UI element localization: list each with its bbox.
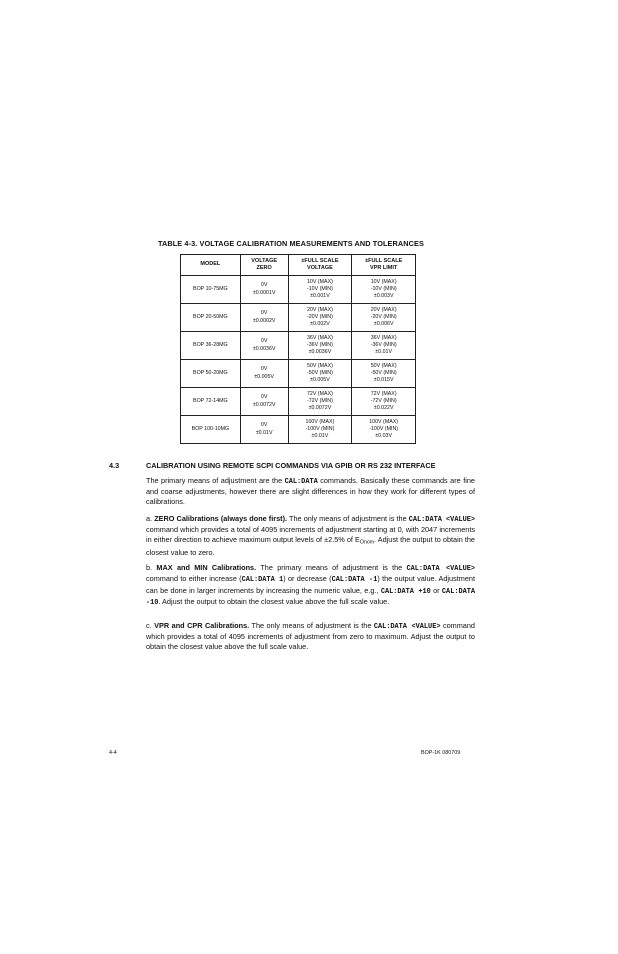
cell-line: ±0.0036V [308,349,332,356]
vpr-limit-cell [352,332,416,360]
paragraph-text: The only means of adjustment is the [249,621,374,630]
paragraph-text: a. [146,514,155,523]
cell-line: 0V [260,310,268,317]
cell-line: 72V (MAX) [306,390,333,397]
cell-line: ±0.0001V [252,289,276,296]
cell-line: 0V [260,338,268,345]
cell-line: ±0.003V [373,293,394,300]
paragraph-text: ) the output value. Adjustment can be done in larger increments by increasing the numeric value, e.g., [146,574,476,595]
cell-line: 100V (MAX) [369,418,399,425]
cell-line: ±0.0036V [252,345,276,352]
model-cell: BOP 50-20MG [181,360,241,388]
cell-line: -100V (MIN) [305,425,335,432]
zero-cell [240,416,288,444]
cell-line: ±0.0072V [308,405,332,412]
table-row [181,276,416,304]
vpr-limit-cell [352,304,416,332]
cell-line: 0V [260,282,268,289]
bold-text: VPR and CPR Calibrations. [154,621,250,630]
zero-cell [240,388,288,416]
cell-line: -10V (MIN) [370,285,397,292]
cell-line: -36V (MIN) [370,341,397,348]
cell-line: ±0.006V [373,321,394,328]
vpr-limit-cell [352,388,416,416]
cell-line: 0V [260,422,268,429]
cell-line: 72V (MAX) [370,390,397,397]
fs-voltage-cell [288,360,352,388]
table-body [181,276,416,444]
cell-line: -20V (MIN) [370,313,397,320]
model-cell: BOP 20-50MG [181,304,241,332]
cell-line: 36V (MAX) [306,334,333,341]
model-cell: BOP 72-14MG [181,388,241,416]
fs-voltage-cell [288,304,352,332]
max-min-calibration-paragraph [146,563,475,609]
table-header-cell [181,255,241,276]
command-text: CAL:DATA 1 [241,576,284,585]
cell-line: 20V (MAX) [306,306,333,313]
table-row [181,416,416,444]
zero-calibration-paragraph [146,514,475,557]
fs-voltage-cell [288,332,352,360]
paragraph-text: c. [146,621,155,630]
paragraph-text: The only means of adjustment is the [287,514,409,523]
zero-cell [240,304,288,332]
command-text: CAL:DATA <VALUE> [373,623,441,631]
table-row [181,360,416,388]
cell-line: ±FULL SCALE [301,257,339,264]
cell-line: ±0.0002V [252,317,276,324]
model-cell: BOP 36-28MG [181,332,241,360]
cell-line: 10V (MAX) [370,278,397,285]
fs-voltage-cell [288,276,352,304]
paragraph-text: The primary means of adjustment is the [256,563,407,572]
cell-line: -100V (MIN) [369,425,399,432]
page-number: 4-4 [109,750,117,756]
cell-line: ±0.03V [375,433,393,440]
paragraph-text: The primary means of adjustment are the [146,476,285,485]
cell-line: -10V (MIN) [306,285,333,292]
cell-line: ±0.0072V [252,401,276,408]
command-text: CAL:DATA -1 [331,576,378,585]
paragraph-text: or [430,585,442,595]
cell-line: ±0.01V [375,349,393,356]
cell-line: ±0.005V [254,373,274,380]
bold-text: MAX and MIN Calibrations. [156,563,257,572]
table-header-cell [352,255,416,276]
command-text: CAL:DATA <VALUE> [406,565,475,573]
fs-voltage-cell [288,388,352,416]
cell-line: ±0.002V [310,321,330,328]
cell-line: ±0.01V [255,429,273,436]
bold-text: ZERO Calibrations (always done first). [154,514,288,523]
model-cell: BOP 10-75MG [181,276,241,304]
cell-line: 100V (MAX) [305,418,335,425]
document-id: BOP-1K 080709 [421,750,461,756]
cell-line: VOLTAGE [307,265,333,271]
paragraph-text: command which provides a total of 4095 increments of adjustment from zero to maximum. Adjust the output to obtain the closest value above the full scale value. [146,621,475,651]
cell-line: 50V (MAX) [370,362,397,369]
zero-cell [240,276,288,304]
paragraph-text: commands. Basically these commands are fine and coarse adjustments, however there are slight differences in how they work for different types of calibrations. [146,476,475,506]
vpr-cpr-calibration-paragraph [146,621,475,651]
table-header-row [181,255,416,276]
cell-line: -50V (MIN) [370,369,397,376]
paragraph-text: command to either increase ( [146,574,242,584]
cell-line: 0V [260,394,268,401]
cell-line: 10V (MAX) [306,278,333,285]
command-text: CAL:DATA <VALUE> [408,516,475,524]
cell-line: ±0.005V [310,377,330,384]
cell-line: ±0.015V [373,377,394,384]
section-title: CALIBRATION USING REMOTE SCPI COMMANDS VIA GPIB OR RS 232 INTERFACE [146,461,436,470]
cell-line: ±0.01V [311,433,329,440]
table-row [181,388,416,416]
cell-line: VOLTAGE [251,257,278,264]
model-cell: BOP 100-10MG [181,416,241,444]
cell-line: 36V (MAX) [370,334,397,341]
cell-line: 0V [260,366,268,373]
zero-cell [240,332,288,360]
cell-line: -72V (MIN) [306,397,333,404]
cell-line: -50V (MIN) [306,369,333,376]
vpr-limit-cell [352,360,416,388]
cell-line: 50V (MAX) [306,362,333,369]
cell-line: 20V (MAX) [370,306,397,313]
fs-voltage-cell [288,416,352,444]
vpr-limit-cell [352,276,416,304]
cell-line: ±FULL SCALE [365,257,403,264]
paragraph-text: . Adjust the output to obtain the closest value to zero. [146,534,475,557]
table-title: TABLE 4-3. VOLTAGE CALIBRATION MEASUREMENTS AND TOLERANCES [158,239,424,248]
cell-line: MODEL [200,261,221,268]
command-text: CAL:DATA -10 [146,587,476,608]
cell-line: -72V (MIN) [370,397,397,404]
vpr-limit-cell [352,416,416,444]
paragraph-text: . Adjust the output to obtain the closest value above the full scale value. [158,597,390,607]
intro-paragraph [146,476,475,506]
cell-line: VPR LIMIT [370,265,398,271]
section-number: 4.3 [109,461,120,470]
paragraph-text: b. [146,563,157,572]
table-header-cell [288,255,352,276]
command-text: CAL:DATA +10 [380,587,431,596]
subscript-text: Onom [359,539,375,546]
zero-cell [240,360,288,388]
paragraph-text: ) or decrease ( [283,574,332,584]
calibration-table [180,254,416,444]
cell-line: ZERO [256,265,272,271]
cell-line: -20V (MIN) [306,313,333,320]
cell-line: -36V (MIN) [306,341,333,348]
cell-line: ±0.001V [310,293,330,300]
command-text: CAL:DATA [284,478,318,486]
table-row [181,304,416,332]
paragraph-text: command which provides a total of 4095 increments of adjustment starting at 0, with 2047 increments in either direction to achieve maximum output levels of ±2.5% of E [146,525,475,544]
cell-line: ±0.022V [373,405,394,412]
table-header-cell [240,255,288,276]
table-row [181,332,416,360]
